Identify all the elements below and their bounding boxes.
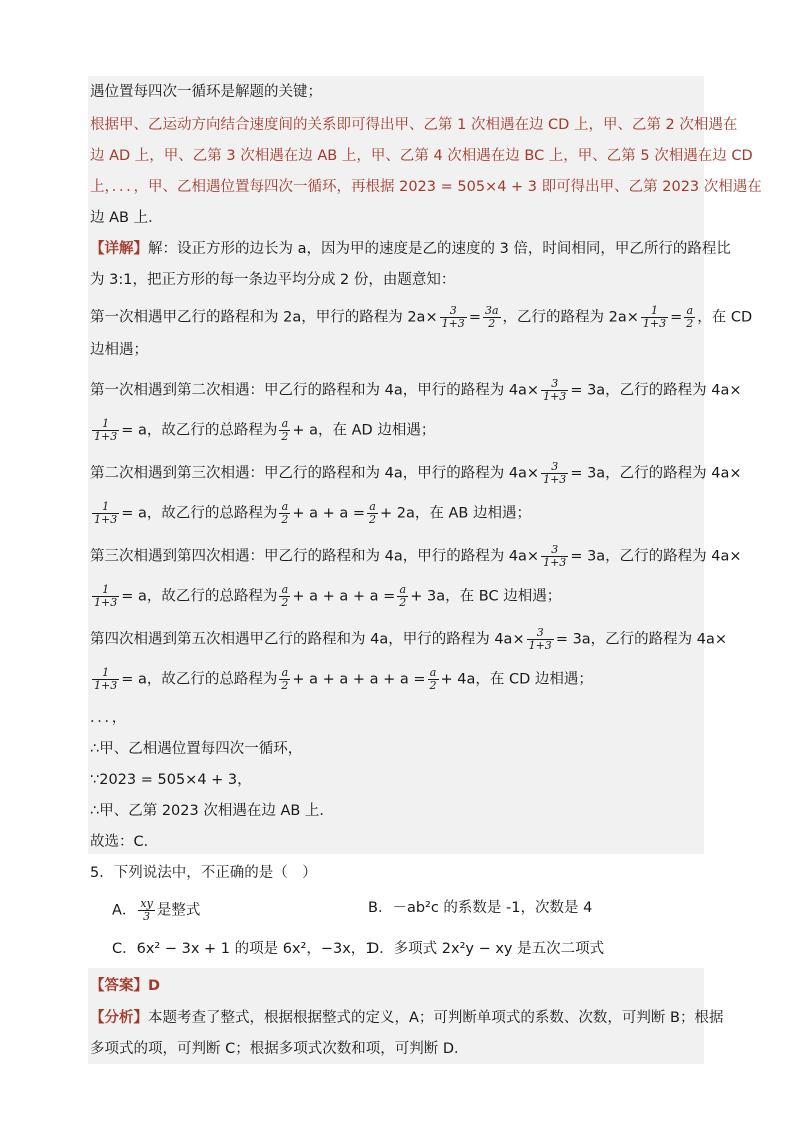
fraction: $\frac{a}{2}$	[281, 500, 289, 526]
fraction: $\frac{a}{2}$	[281, 666, 289, 692]
analysis-line: 【分析】本题考查了整式，根据根据整式的定义，A；可判断单项式的系数、次数，可判断 B；根据	[90, 1010, 724, 1026]
text-line: 故选：C．	[90, 834, 159, 850]
question-title: 5．下列说法中，不正确的是（ ）	[90, 865, 317, 881]
answer-line	[90, 976, 704, 996]
option-a: A． $\frac{xy}{3}$ 是整式	[112, 897, 201, 923]
text-line: 根据甲、乙运动方向结合速度间的关系即可得出甲、乙第 1 次相遇在边 CD 上，甲、乙第 2 次相遇在	[90, 117, 738, 133]
fraction: $\frac{3a}{2}$	[484, 304, 499, 330]
detail-line: 【详解】解：设正方形的边长为 a，因为甲的速度是乙的速度的 3 倍，时间相同，甲乙所行的路程比	[90, 241, 731, 257]
text-line: ．．．，	[90, 710, 127, 726]
fraction: $\frac{3}{1+3}$	[543, 543, 567, 569]
fraction: $\frac{1}{1+3}$	[642, 304, 667, 330]
fraction: $\frac{3}{1+3}$	[528, 626, 552, 652]
analysis-tag: 【分析】	[90, 1010, 148, 1026]
text-line: $\frac{1}{1+3}$ = a，故乙行的总路程为 $\frac{a}{2}$ + a，在 AD 边相遇；	[94, 417, 436, 443]
text-line: 第一次相遇到第二次相遇：甲乙行的路程和为 4a，甲行的路程为 4a× $\frac{3}{1+3}$ = 3a，乙行的路程为 4a×	[90, 377, 742, 403]
fraction: $\frac{1}{1+3}$	[94, 500, 118, 526]
text-line: 第三次相遇到第四次相遇：甲乙行的路程和为 4a，甲行的路程为 4a× $\frac{3}{1+3}$ = 3a，乙行的路程为 4a×	[90, 543, 742, 569]
fraction: $\frac{a}{2}$	[369, 500, 377, 526]
text-line: ∴甲、乙第 2023 次相遇在边 AB 上．	[90, 803, 334, 819]
text-line: 第一次相遇甲乙行的路程和为 2a，甲行的路程为 2a× $\frac{3}{1+3}$ = $\frac{3a}{2}$ ，乙行的路程为 2a× $\frac{1}{1+3}$ = $\frac{a}{2}$ ，在 CD	[90, 304, 753, 330]
text-line: 上，．．．，甲、乙相遇位置每四次一循环，再根据 2023 = 505×4 + 3 即可得出甲、乙第 2023 次相遇在	[90, 179, 762, 195]
fraction: $\frac{3}{1+3}$	[543, 460, 567, 486]
fraction: $\frac{xy}{3}$	[140, 897, 153, 923]
text-line: ∴甲、乙相遇位置每四次一循环，	[90, 741, 303, 757]
fraction: $\frac{3}{1+3}$	[543, 377, 567, 403]
text-line: 第二次相遇到第三次相遇：甲乙行的路程和为 4a，甲行的路程为 4a× $\frac{3}{1+3}$ = 3a，乙行的路程为 4a×	[90, 460, 742, 486]
text-line: ∵2023 = 505×4 + 3，	[90, 772, 252, 788]
text-line: 为 3:1，把正方形的每一条边平均分成 2 份，由题意知：	[90, 272, 456, 288]
text-line: 边相遇；	[90, 342, 148, 358]
text-line: $\frac{1}{1+3}$ = a，故乙行的总路程为 $\frac{a}{2}$ + a + a + a = $\frac{a}{2}$ + 3a，在 BC 边相遇；	[94, 583, 562, 609]
fraction: $\frac{1}{1+3}$	[94, 417, 118, 443]
text-line: 边 AD 上，甲、乙第 3 次相遇在边 AB 上，甲、乙第 4 次相遇在边 BC 上，甲、乙第 5 次相遇在边 CD	[90, 148, 753, 164]
detail-tag: 【详解】	[90, 241, 148, 257]
fraction: $\frac{a}{2}$	[399, 583, 407, 609]
fraction: $\frac{3}{1+3}$	[441, 304, 465, 330]
text-line: $\frac{1}{1+3}$ = a，故乙行的总路程为 $\frac{a}{2}$ + a + a + a + a = $\frac{a}{2}$ + 4a，在 CD 边相遇；	[94, 666, 593, 692]
fraction: $\frac{1}{1+3}$	[94, 583, 118, 609]
option-d: D．多项式 2x²y − xy 是五次二项式	[368, 941, 605, 957]
text-line: 遇位置每四次一循环是解题的关键；	[90, 84, 322, 100]
answer-tag: 【答案】D	[90, 978, 161, 994]
fraction: $\frac{a}{2}$	[281, 583, 289, 609]
text-line: 多项式的项，可判断 C；根据多项式次数和项，可判断 D．	[90, 1041, 469, 1057]
text-line: 第四次相遇到第五次相遇甲乙行的路程和为 4a，甲行的路程为 4a× $\frac{3}{1+3}$ = 3a，乙行的路程为 4a×	[90, 626, 728, 652]
fraction: $\frac{a}{2}$	[281, 417, 289, 443]
text-line: 边 AB 上．	[90, 210, 163, 226]
fraction: $\frac{1}{1+3}$	[94, 666, 118, 692]
text-line: $\frac{1}{1+3}$ = a，故乙行的总路程为 $\frac{a}{2}$ + a + a = $\frac{a}{2}$ + 2a，在 AB 边相遇；	[94, 500, 531, 526]
option-b: B．－ab²c 的系数是 -1，次数是 4	[368, 900, 593, 916]
fraction: $\frac{a}{2}$	[686, 304, 694, 330]
fraction: $\frac{a}{2}$	[429, 666, 437, 692]
option-c: C．6x² − 3x + 1 的项是 6x²，−3x，1	[112, 941, 375, 957]
